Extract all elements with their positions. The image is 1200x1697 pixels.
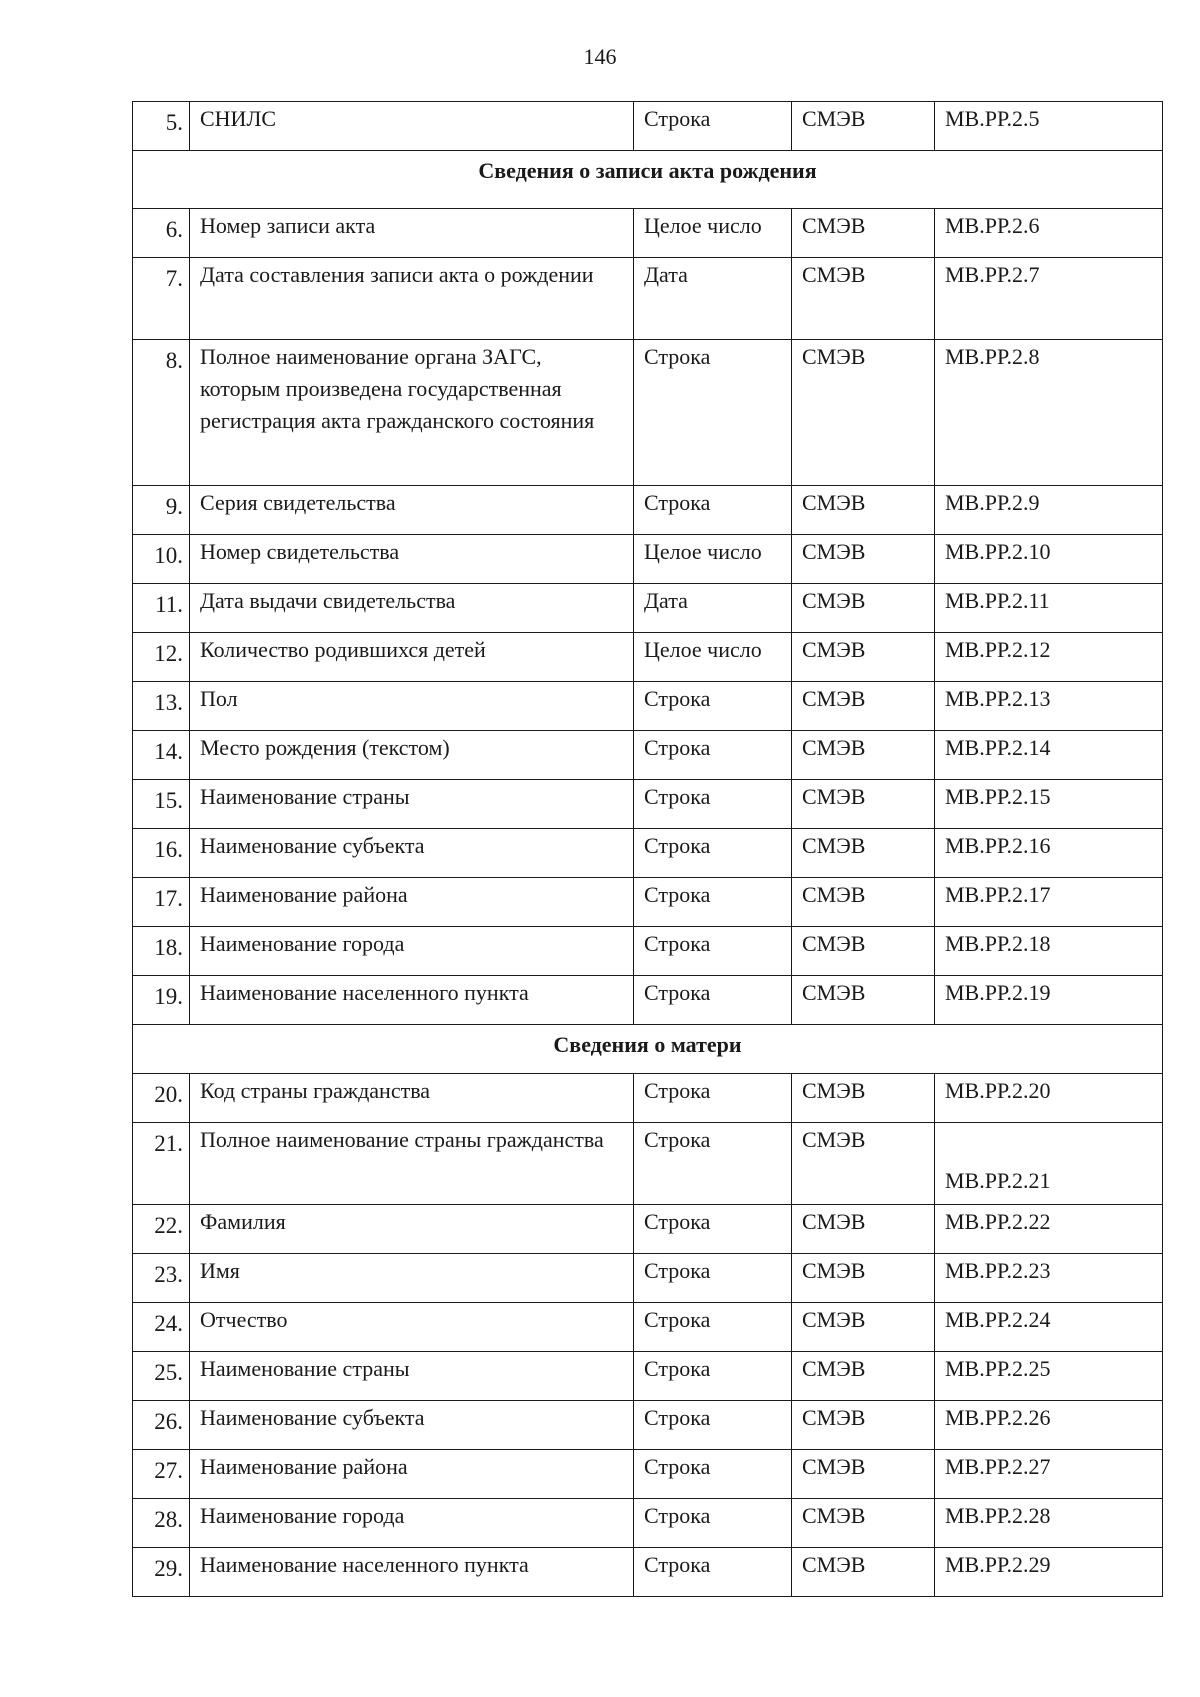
field-type: Строка — [634, 1074, 792, 1123]
field-type: Строка — [634, 682, 792, 731]
field-code: МВ.РР.2.17 — [935, 878, 1163, 927]
table-row — [133, 731, 1163, 780]
field-source: СМЭВ — [792, 878, 935, 927]
table-row — [133, 1074, 1163, 1123]
field-type: Строка — [634, 1548, 792, 1597]
field-type: Строка — [634, 1205, 792, 1254]
row-number: 15. — [133, 780, 190, 829]
field-type: Дата — [634, 258, 792, 340]
row-number: 7. — [133, 258, 190, 340]
section-row-mother — [133, 1025, 1163, 1074]
field-type: Строка — [634, 780, 792, 829]
table-row — [133, 1548, 1163, 1597]
field-name: Номер записи акта — [190, 209, 634, 258]
table-row — [133, 976, 1163, 1025]
row-number: 19. — [133, 976, 190, 1025]
table-row — [133, 584, 1163, 633]
field-code: МВ.РР.2.13 — [935, 682, 1163, 731]
field-code: МВ.РР.2.6 — [935, 209, 1163, 258]
field-code: МВ.РР.2.24 — [935, 1303, 1163, 1352]
field-source: СМЭВ — [792, 1254, 935, 1303]
field-source: СМЭВ — [792, 1548, 935, 1597]
field-type: Строка — [634, 1499, 792, 1548]
row-number: 20. — [133, 1074, 190, 1123]
data-table — [132, 101, 1163, 1597]
section-title-mother: Сведения о матери — [133, 1025, 1163, 1074]
table-row — [133, 878, 1163, 927]
field-code: МВ.РР.2.18 — [935, 927, 1163, 976]
field-code: МВ.РР.2.22 — [935, 1205, 1163, 1254]
field-name: Наименование населенного пункта — [190, 1548, 634, 1597]
table-row — [133, 535, 1163, 584]
field-source: СМЭВ — [792, 633, 935, 682]
field-code: МВ.РР.2.9 — [935, 486, 1163, 535]
field-code: МВ.РР.2.20 — [935, 1074, 1163, 1123]
field-code: МВ.РР.2.7 — [935, 258, 1163, 340]
field-source: СМЭВ — [792, 927, 935, 976]
field-source: СМЭВ — [792, 340, 935, 486]
field-code: МВ.РР.2.28 — [935, 1499, 1163, 1548]
field-source: СМЭВ — [792, 209, 935, 258]
field-type: Строка — [634, 1303, 792, 1352]
row-number: 29. — [133, 1548, 190, 1597]
field-source: СМЭВ — [792, 584, 935, 633]
row-number: 9. — [133, 486, 190, 535]
field-name: Серия свидетельства — [190, 486, 634, 535]
field-code: МВ.РР.2.29 — [935, 1548, 1163, 1597]
field-type: Строка — [634, 486, 792, 535]
field-code: МВ.РР.2.27 — [935, 1450, 1163, 1499]
row-number: 12. — [133, 633, 190, 682]
field-name: Номер свидетельства — [190, 535, 634, 584]
row-number: 27. — [133, 1450, 190, 1499]
row-number: 14. — [133, 731, 190, 780]
field-source: СМЭВ — [792, 1499, 935, 1548]
field-type: Целое число — [634, 535, 792, 584]
field-type: Дата — [634, 584, 792, 633]
field-name: Пол — [190, 682, 634, 731]
field-source: СМЭВ — [792, 1074, 935, 1123]
field-name: Наименование субъекта — [190, 829, 634, 878]
field-name: Наименование страны — [190, 1352, 634, 1401]
field-source: СМЭВ — [792, 102, 935, 151]
field-name: Фамилия — [190, 1205, 634, 1254]
table-row — [133, 209, 1163, 258]
table-row — [133, 829, 1163, 878]
field-code: МВ.РР.2.19 — [935, 976, 1163, 1025]
field-name: Дата составления записи акта о рождении — [190, 258, 634, 340]
field-name: Наименование города — [190, 927, 634, 976]
field-code: МВ.РР.2.12 — [935, 633, 1163, 682]
field-name: Полное наименование органа ЗАГС, которым произведена государственная регистрация акта гражданского состояния — [190, 340, 634, 486]
section-row-birth-record — [133, 151, 1163, 209]
row-number: 10. — [133, 535, 190, 584]
row-number: 17. — [133, 878, 190, 927]
table-row — [133, 927, 1163, 976]
field-source: СМЭВ — [792, 258, 935, 340]
field-type: Строка — [634, 1123, 792, 1205]
field-code: МВ.РР.2.15 — [935, 780, 1163, 829]
field-source: СМЭВ — [792, 780, 935, 829]
field-type: Строка — [634, 1352, 792, 1401]
table-row — [133, 340, 1163, 486]
field-name: Наименование населенного пункта — [190, 976, 634, 1025]
table-row — [133, 1303, 1163, 1352]
row-number: 18. — [133, 927, 190, 976]
field-source: СМЭВ — [792, 829, 935, 878]
field-source: СМЭВ — [792, 486, 935, 535]
field-name: Дата выдачи свидетельства — [190, 584, 634, 633]
field-type: Целое число — [634, 633, 792, 682]
table-row — [133, 1499, 1163, 1548]
field-name: Наименование субъекта — [190, 1401, 634, 1450]
page-number: 146 — [583, 44, 617, 69]
field-name: СНИЛС — [190, 102, 634, 151]
row-number: 13. — [133, 682, 190, 731]
field-code: МВ.РР.2.14 — [935, 731, 1163, 780]
field-type: Целое число — [634, 209, 792, 258]
field-code: МВ.РР.2.10 — [935, 535, 1163, 584]
field-code: МВ.РР.2.16 — [935, 829, 1163, 878]
field-name: Количество родившихся детей — [190, 633, 634, 682]
field-source: СМЭВ — [792, 1205, 935, 1254]
field-name: Код страны гражданства — [190, 1074, 634, 1123]
field-source: СМЭВ — [792, 1123, 935, 1205]
field-type: Строка — [634, 1450, 792, 1499]
field-name: Наименование района — [190, 1450, 634, 1499]
table-row — [133, 682, 1163, 731]
field-source: СМЭВ — [792, 682, 935, 731]
field-type: Строка — [634, 102, 792, 151]
row-number: 25. — [133, 1352, 190, 1401]
table-row — [133, 633, 1163, 682]
field-type: Строка — [634, 1254, 792, 1303]
field-name: Наименование страны — [190, 780, 634, 829]
row-number: 28. — [133, 1499, 190, 1548]
field-code: МВ.РР.2.5 — [935, 102, 1163, 151]
field-name: Имя — [190, 1254, 634, 1303]
row-number: 11. — [133, 584, 190, 633]
field-code: МВ.РР.2.21 — [935, 1123, 1163, 1205]
field-type: Строка — [634, 1401, 792, 1450]
field-source: СМЭВ — [792, 1401, 935, 1450]
field-source: СМЭВ — [792, 731, 935, 780]
table-row — [133, 1123, 1163, 1205]
table-row — [133, 1254, 1163, 1303]
table-row — [133, 486, 1163, 535]
field-code: МВ.РР.2.26 — [935, 1401, 1163, 1450]
field-source: СМЭВ — [792, 976, 935, 1025]
field-code: МВ.РР.2.11 — [935, 584, 1163, 633]
field-name: Полное наименование страны гражданства — [190, 1123, 634, 1205]
field-name: Место рождения (текстом) — [190, 731, 634, 780]
field-code: МВ.РР.2.8 — [935, 340, 1163, 486]
field-type: Строка — [634, 829, 792, 878]
field-source: СМЭВ — [792, 1352, 935, 1401]
table-row — [133, 102, 1163, 151]
field-type: Строка — [634, 731, 792, 780]
table-row — [133, 1450, 1163, 1499]
table-row — [133, 1205, 1163, 1254]
field-type: Строка — [634, 976, 792, 1025]
row-number: 5. — [133, 102, 190, 151]
row-number: 8. — [133, 340, 190, 486]
table-row — [133, 1352, 1163, 1401]
row-number: 6. — [133, 209, 190, 258]
field-name: Наименование города — [190, 1499, 634, 1548]
field-code: МВ.РР.2.25 — [935, 1352, 1163, 1401]
row-number: 22. — [133, 1205, 190, 1254]
field-type: Строка — [634, 878, 792, 927]
row-number: 24. — [133, 1303, 190, 1352]
table-row — [133, 780, 1163, 829]
section-title-birth-record: Сведения о записи акта рождения — [133, 151, 1163, 209]
field-name: Наименование района — [190, 878, 634, 927]
field-name: Отчество — [190, 1303, 634, 1352]
field-source: СМЭВ — [792, 1303, 935, 1352]
row-number: 26. — [133, 1401, 190, 1450]
table-row — [133, 1401, 1163, 1450]
field-type: Строка — [634, 927, 792, 976]
row-number: 16. — [133, 829, 190, 878]
row-number: 21. — [133, 1123, 190, 1205]
field-type: Строка — [634, 340, 792, 486]
field-code: МВ.РР.2.23 — [935, 1254, 1163, 1303]
field-source: СМЭВ — [792, 1450, 935, 1499]
row-number: 23. — [133, 1254, 190, 1303]
table-row — [133, 258, 1163, 340]
field-source: СМЭВ — [792, 535, 935, 584]
